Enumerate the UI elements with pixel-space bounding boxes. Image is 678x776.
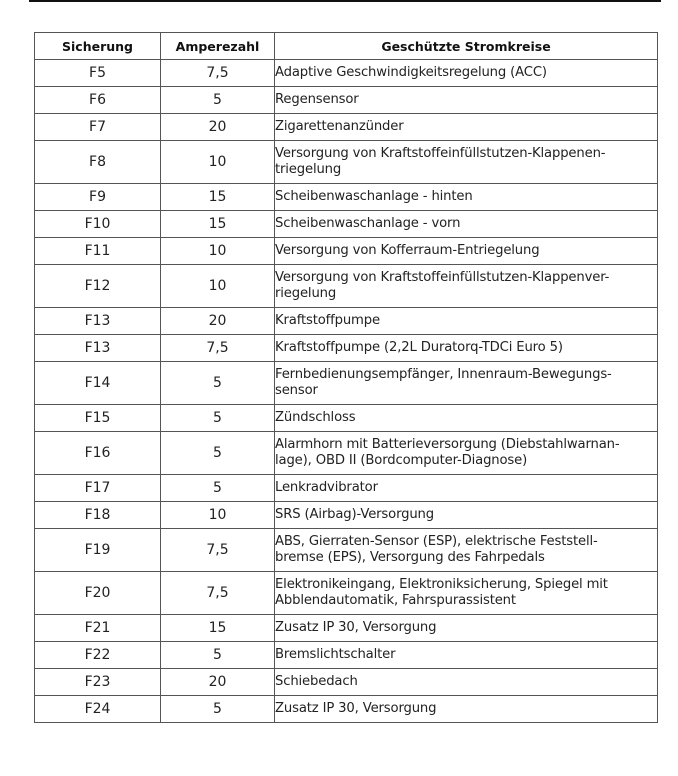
circuit-cell (275, 308, 658, 335)
header-circuits: Geschützte Stromkreise (275, 33, 658, 60)
table-row (35, 211, 658, 238)
circuit-text-line: Versorgung von Kraftstoffeinfüllstutzen-Klappenen- (275, 146, 606, 161)
fuse-cell: F24 (35, 696, 161, 723)
ampere-cell: 5 (161, 405, 275, 432)
circuit-text-line: Regensensor (275, 92, 359, 107)
ampere-cell: 5 (161, 432, 275, 475)
circuit-cell (275, 529, 658, 572)
ampere-cell: 5 (161, 642, 275, 669)
table-body (35, 60, 658, 723)
ampere-cell: 7,5 (161, 529, 275, 572)
circuit-cell (275, 432, 658, 475)
fuse-cell: F23 (35, 669, 161, 696)
circuit-text-line: sensor (275, 383, 318, 398)
table-row (35, 405, 658, 432)
circuit-cell (275, 184, 658, 211)
fuse-cell: F9 (35, 184, 161, 211)
circuit-text-line: lage), OBD II (Bordcomputer-Diagnose) (275, 453, 528, 468)
circuit-text-line: riegelung (275, 286, 337, 301)
fuse-cell: F16 (35, 432, 161, 475)
circuit-text-line: Zusatz IP 30, Versorgung (275, 701, 437, 716)
ampere-cell: 15 (161, 615, 275, 642)
ampere-cell: 5 (161, 87, 275, 114)
circuit-text-line: Zündschloss (275, 410, 356, 425)
ampere-cell: 7,5 (161, 60, 275, 87)
fuse-cell: F12 (35, 265, 161, 308)
ampere-cell: 7,5 (161, 572, 275, 615)
circuit-text-line: Adaptive Geschwindigkeitsregelung (ACC) (275, 65, 547, 80)
ampere-cell: 15 (161, 211, 275, 238)
circuit-cell (275, 335, 658, 362)
circuit-cell (275, 696, 658, 723)
fuse-cell: F22 (35, 642, 161, 669)
circuit-text-line: Kraftstoffpumpe (2,2L Duratorq-TDCi Euro 5) (275, 340, 563, 355)
table-row (35, 238, 658, 265)
table-row (35, 335, 658, 362)
ampere-cell: 10 (161, 238, 275, 265)
table-row (35, 87, 658, 114)
table-row (35, 529, 658, 572)
fuse-cell: F8 (35, 141, 161, 184)
circuit-cell (275, 238, 658, 265)
circuit-text-line: ABS, Gierraten-Sensor (ESP), elektrische Feststell- (275, 534, 598, 549)
circuit-text-line: Scheibenwaschanlage - vorn (275, 216, 461, 231)
header-fuse: Sicherung (35, 33, 161, 60)
fuse-cell: F11 (35, 238, 161, 265)
table-row (35, 642, 658, 669)
table-row (35, 475, 658, 502)
fuse-cell: F7 (35, 114, 161, 141)
circuit-text-line: Elektronikeingang, Elektroniksicherung, Spiegel mit (275, 577, 608, 592)
circuit-text-line: SRS (Airbag)-Versorgung (275, 507, 434, 522)
header-ampere: Amperezahl (161, 33, 275, 60)
table-row (35, 502, 658, 529)
table-header (35, 33, 658, 60)
fuse-table (34, 32, 658, 723)
circuit-text-line: Bremslichtschalter (275, 647, 396, 662)
circuit-cell (275, 141, 658, 184)
circuit-text-line: Versorgung von Kofferraum-Entriegelung (275, 243, 540, 258)
table-row (35, 362, 658, 405)
fuse-cell: F6 (35, 87, 161, 114)
fuse-cell: F20 (35, 572, 161, 615)
circuit-cell (275, 362, 658, 405)
circuit-cell (275, 60, 658, 87)
circuit-cell (275, 405, 658, 432)
ampere-cell: 5 (161, 475, 275, 502)
fuse-cell: F21 (35, 615, 161, 642)
circuit-cell (275, 502, 658, 529)
ampere-cell: 10 (161, 502, 275, 529)
table-row (35, 308, 658, 335)
circuit-cell (275, 669, 658, 696)
fuse-cell: F18 (35, 502, 161, 529)
circuit-text-line: Zigarettenanzünder (275, 119, 404, 134)
ampere-cell: 15 (161, 184, 275, 211)
circuit-text-line: Versorgung von Kraftstoffeinfüllstutzen-Klappenver- (275, 270, 610, 285)
circuit-text-line: Lenkradvibrator (275, 480, 378, 495)
circuit-text-line: Zusatz IP 30, Versorgung (275, 620, 437, 635)
top-rule (29, 0, 661, 2)
ampere-cell: 5 (161, 696, 275, 723)
circuit-cell (275, 615, 658, 642)
fuse-cell: F15 (35, 405, 161, 432)
table-row (35, 184, 658, 211)
circuit-cell (275, 475, 658, 502)
fuse-cell: F13 (35, 308, 161, 335)
circuit-text-line: Fernbedienungsempfänger, Innenraum-Bewegungs- (275, 367, 612, 382)
fuse-cell: F13 (35, 335, 161, 362)
circuit-cell (275, 211, 658, 238)
circuit-cell (275, 87, 658, 114)
table-row (35, 572, 658, 615)
fuse-cell: F17 (35, 475, 161, 502)
circuit-cell (275, 265, 658, 308)
table-row (35, 615, 658, 642)
ampere-cell: 5 (161, 362, 275, 405)
fuse-cell: F10 (35, 211, 161, 238)
ampere-cell: 20 (161, 308, 275, 335)
circuit-cell (275, 642, 658, 669)
circuit-text-line: bremse (EPS), Versorgung des Fahrpedals (275, 550, 545, 565)
ampere-cell: 20 (161, 114, 275, 141)
table-row (35, 141, 658, 184)
fuse-cell: F14 (35, 362, 161, 405)
circuit-text-line: Abblendautomatik, Fahrspurassistent (275, 593, 516, 608)
ampere-cell: 10 (161, 265, 275, 308)
table-row (35, 60, 658, 87)
header-row (35, 33, 658, 60)
fuse-cell: F5 (35, 60, 161, 87)
circuit-text-line: Scheibenwaschanlage - hinten (275, 189, 473, 204)
fuse-cell: F19 (35, 529, 161, 572)
circuit-text-line: triegelung (275, 162, 342, 177)
circuit-text-line: Alarmhorn mit Batterieversorgung (Diebstahlwarnan- (275, 437, 620, 452)
ampere-cell: 20 (161, 669, 275, 696)
ampere-cell: 7,5 (161, 335, 275, 362)
table-row (35, 669, 658, 696)
circuit-text-line: Schiebedach (275, 674, 358, 689)
circuit-text-line: Kraftstoffpumpe (275, 313, 380, 328)
table-row (35, 265, 658, 308)
circuit-cell (275, 114, 658, 141)
table-row (35, 696, 658, 723)
table-row (35, 432, 658, 475)
ampere-cell: 10 (161, 141, 275, 184)
table-row (35, 114, 658, 141)
circuit-cell (275, 572, 658, 615)
